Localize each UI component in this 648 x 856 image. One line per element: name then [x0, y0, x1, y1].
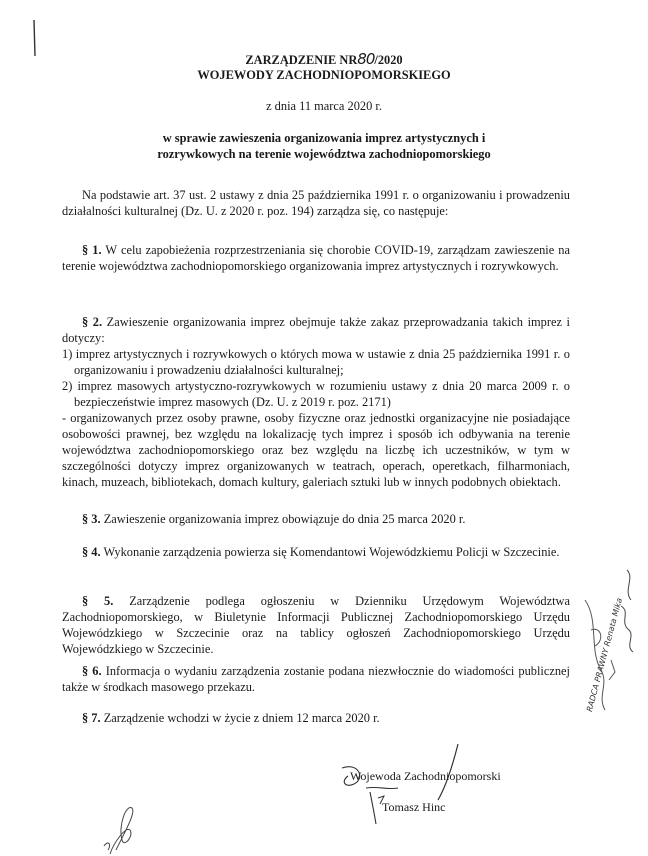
section-2 [62, 314, 570, 490]
section-7 [62, 710, 570, 726]
section-1 [62, 242, 570, 274]
section-text: Wykonanie zarządzenia powierza się Komendantowi Wojewódzkiemu Policji w Szczecinie. [103, 545, 560, 559]
section-mark: § 6. [82, 664, 102, 678]
section-text: Zawieszenie organizowania imprez obowiązuje do dnia 25 marca 2020 r. [103, 512, 466, 526]
signature-role: Wojewoda Zachodniopomorski [350, 769, 501, 783]
section-mark: § 3. [82, 512, 101, 526]
section-5 [62, 593, 570, 657]
section-mark: § 2. [82, 315, 103, 329]
title-suffix: /2020 [374, 53, 403, 67]
legal-counsel-stamp: RADCA PRAWNY Renata Mika [584, 596, 625, 713]
section-tail: - organizowanych przez osoby prawne, osoby fizyczne oraz jednostki organizacyjne nie posiadające osobowości prawnej, bez względu na lokalizację tych imprez i sposób ich odbywania na terenie województwa zachodniopomorskiego oraz bez względu na liczbę ich uczestników, w tym w szczególności dotyczy imprez organizowanych w teatrach, operach, operetkach, filharmoniach, kinach, muzeach, bibliotekach, domach kultury, galeriach sztuki lub w innych podobnych obiektach. [62, 411, 570, 489]
document-date: z dnia 11 marca 2020 r. [266, 99, 382, 113]
document-authority: WOJEWODY ZACHODNIOPOMORSKIEGO [197, 68, 451, 82]
section-mark: § 4. [82, 545, 101, 559]
signature-name: Tomasz Hinc [382, 800, 446, 814]
section-mark: § 1. [82, 243, 102, 257]
preamble [62, 187, 570, 219]
title-prefix: ZARZĄDZENIE NR [245, 53, 358, 67]
section-text: Zarządzenie podlega ogłoszeniu w Dzienniku Urzędowym Województwa Zachodniopomorskiego, w Biuletynie Informacji Publicznej Zachodniopomorskiego Urzędu Wojewódzkiego w Szczecinie oraz na tablicy ogłoszeń Zachodniopomorskiego Urzędu Wojewódzkiego w Szczecinie. [62, 594, 570, 656]
section-6 [62, 663, 570, 695]
section-mark: § 7. [82, 711, 101, 725]
document-title [0, 51, 648, 68]
section-text: Zarządzenie wchodzi w życie z dniem 12 marca 2020 r. [103, 711, 380, 725]
preamble-text: Na podstawie art. 37 ust. 2 ustawy z dnia 25 października 1991 r. o organizowaniu i prowadzeniu działalności kulturalnej (Dz. U. z 2020 r. poz. 194) zarządza się, co następuje: [62, 188, 570, 218]
initials-scribble [96, 800, 146, 856]
section-4 [62, 544, 570, 560]
section-text: Informacja o wydaniu zarządzenia zostanie podana niezwłocznie do wiadomości publicznej także w środkach masowego przekazu. [62, 664, 570, 694]
handwritten-number: 80 [357, 50, 375, 68]
list-item: 1) imprez artystycznych i rozrywkowych o których mowa w ustawie z dnia 25 października 1991 r. o organizowaniu i prowadzeniu działalności kulturalnej; [62, 347, 570, 377]
section-text: W celu zapobieżenia rozprzestrzeniania się chorobie COVID-19, zarządzam zawieszenie na terenie województwa zachodniopomorskiego organizowania imprez artystycznych i rozrywkowych. [62, 243, 571, 273]
section-3 [62, 511, 570, 527]
document-subject: w sprawie zawieszenia organizowania imprez artystycznych i rozrywkowych na terenie województwa zachodniopomorskiego [157, 131, 491, 161]
section-text: Zawieszenie organizowania imprez obejmuje także zakaz przeprowadzania takich imprez i dotyczy: [62, 315, 570, 345]
list-item: 2) imprez masowych artystyczno-rozrywkowych w rozumieniu ustawy z dnia 20 marca 2009 r. o bezpieczeństwie imprez masowych (Dz. U. z 2019 r. poz. 2171) [62, 379, 570, 409]
section-mark: § 5. [82, 594, 114, 608]
